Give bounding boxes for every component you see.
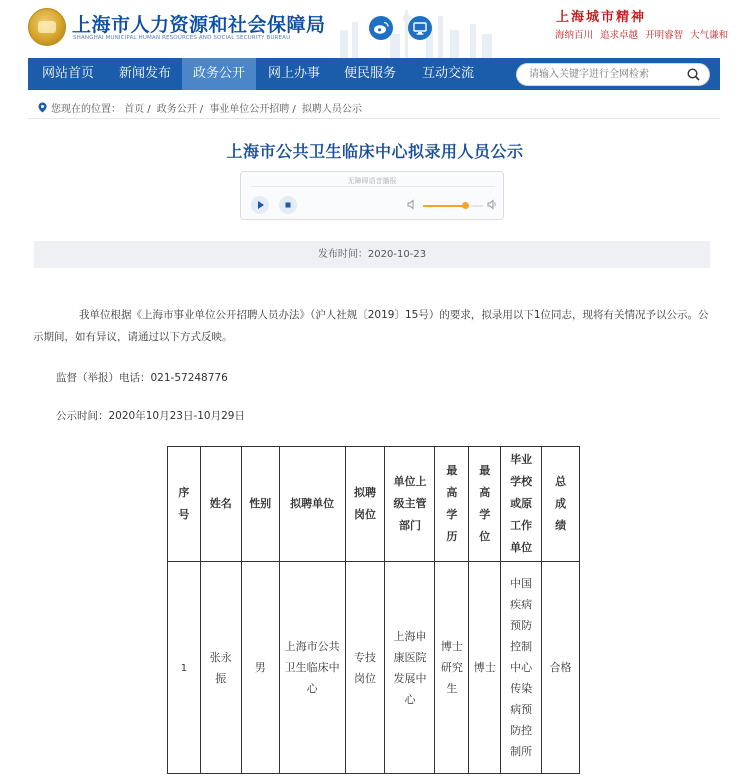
page-title: 上海市公共卫生临床中心拟录用人员公示 xyxy=(226,142,524,161)
volume-up-icon[interactable] xyxy=(487,199,497,210)
site-logo[interactable] xyxy=(28,8,66,46)
column-header: 性别 xyxy=(241,447,279,562)
table-cell: 张永振 xyxy=(200,562,241,774)
stop-icon xyxy=(279,196,297,214)
volume-down-icon[interactable] xyxy=(407,199,417,210)
slogan-item: 大气谦和 xyxy=(690,30,729,41)
weibo-icon[interactable] xyxy=(369,16,393,40)
column-header: 最高学位 xyxy=(469,447,501,562)
play-button[interactable] xyxy=(251,196,269,214)
breadcrumb-prefix: 您现在的位置： xyxy=(51,104,121,115)
period-line: 公示时间：2020年10月23日-10月29日 xyxy=(56,410,245,422)
nav-item-home[interactable]: 网站首页 xyxy=(41,66,94,81)
phone-line: 监督（举报）电话：021-57248776 xyxy=(56,372,228,384)
breadcrumb-separator: / xyxy=(147,104,151,115)
nav-item-gov-affairs[interactable]: 政务公开 xyxy=(182,58,256,90)
table-cell: 男 xyxy=(241,562,279,774)
site-subtitle: SHANGHAI MUNICIPAL HUMAN RESOURCES AND SOCIAL SECURITY BUREAU xyxy=(73,35,291,41)
main-nav xyxy=(28,58,720,90)
breadcrumb-link-gov-affairs[interactable]: 政务公开 xyxy=(156,104,197,115)
table-cell: 上海市公共卫生临床中心 xyxy=(279,562,345,774)
breadcrumb-link-home[interactable]: 首页 xyxy=(124,104,145,115)
slogan-item: 开明睿智 xyxy=(645,30,684,41)
breadcrumb-link-recruitment[interactable]: 事业单位公开招聘 xyxy=(209,104,290,115)
table-cell: 博士研究生 xyxy=(435,562,469,774)
divider xyxy=(28,118,720,119)
nav-item-interaction[interactable]: 互动交流 xyxy=(421,66,474,81)
slogan-title: 上海城市精神 xyxy=(556,10,647,25)
player-label: 无障碍语音播报 xyxy=(347,177,397,185)
table-cell: 专技岗位 xyxy=(345,562,385,774)
slogan-list xyxy=(555,27,732,41)
table-cell: 1 xyxy=(168,562,201,774)
audio-player xyxy=(240,171,504,220)
publish-time: 发布时间：2020-10-23 xyxy=(34,241,710,268)
site-title[interactable]: 上海市人力资源和社会保障局 xyxy=(72,14,326,36)
stop-button[interactable] xyxy=(279,196,297,214)
column-header: 毕业学校或原工作单位 xyxy=(501,447,542,562)
breadcrumb-separator: / xyxy=(292,104,296,115)
table-row xyxy=(168,562,580,774)
table-cell: 合格 xyxy=(542,562,580,774)
article-paragraph: 我单位根据《上海市事业单位公开招聘人员办法》（沪人社规〔2019〕15号）的要求，拟录用以下1位同志，现将有关情况予以公示。公示期间，如有异议，请通过以下方式反映。 xyxy=(33,309,709,343)
search-box xyxy=(516,63,710,86)
search-input[interactable] xyxy=(529,64,679,85)
search-icon[interactable] xyxy=(687,68,700,81)
breadcrumb-separator: / xyxy=(199,104,204,115)
volume-handle[interactable] xyxy=(462,202,469,209)
candidate-table xyxy=(167,446,580,774)
progress-track[interactable] xyxy=(251,186,495,187)
table-cell: 中国疾病预防控制中心传染病预防控制所 xyxy=(501,562,542,774)
breadcrumb xyxy=(38,100,362,115)
breadcrumb-link-current[interactable]: 拟聘人员公示 xyxy=(301,104,362,115)
column-header: 姓名 xyxy=(200,447,241,562)
column-header: 拟聘岗位 xyxy=(345,447,385,562)
volume-slider[interactable] xyxy=(423,205,483,207)
table-cell: 上海申康医院发展中心 xyxy=(385,562,435,774)
nav-item-news[interactable]: 新闻发布 xyxy=(118,66,171,81)
nav-item-public-services[interactable]: 便民服务 xyxy=(343,66,396,81)
play-icon xyxy=(251,196,269,214)
desktop-icon[interactable] xyxy=(408,16,432,40)
table-cell: 博士 xyxy=(469,562,501,774)
site-header xyxy=(0,0,750,58)
column-header: 拟聘单位 xyxy=(279,447,345,562)
column-header: 总成绩 xyxy=(542,447,580,562)
slogan-item: 追求卓越 xyxy=(600,30,639,41)
nav-item-online-services[interactable]: 网上办事 xyxy=(267,66,320,81)
table-header-row xyxy=(168,447,580,562)
slogan-item: 海纳百川 xyxy=(555,30,594,41)
volume-fill xyxy=(423,205,465,207)
location-pin-icon xyxy=(38,102,47,113)
column-header: 最高学历 xyxy=(435,447,469,562)
column-header: 单位上级主管部门 xyxy=(385,447,435,562)
column-header: 序号 xyxy=(168,447,201,562)
